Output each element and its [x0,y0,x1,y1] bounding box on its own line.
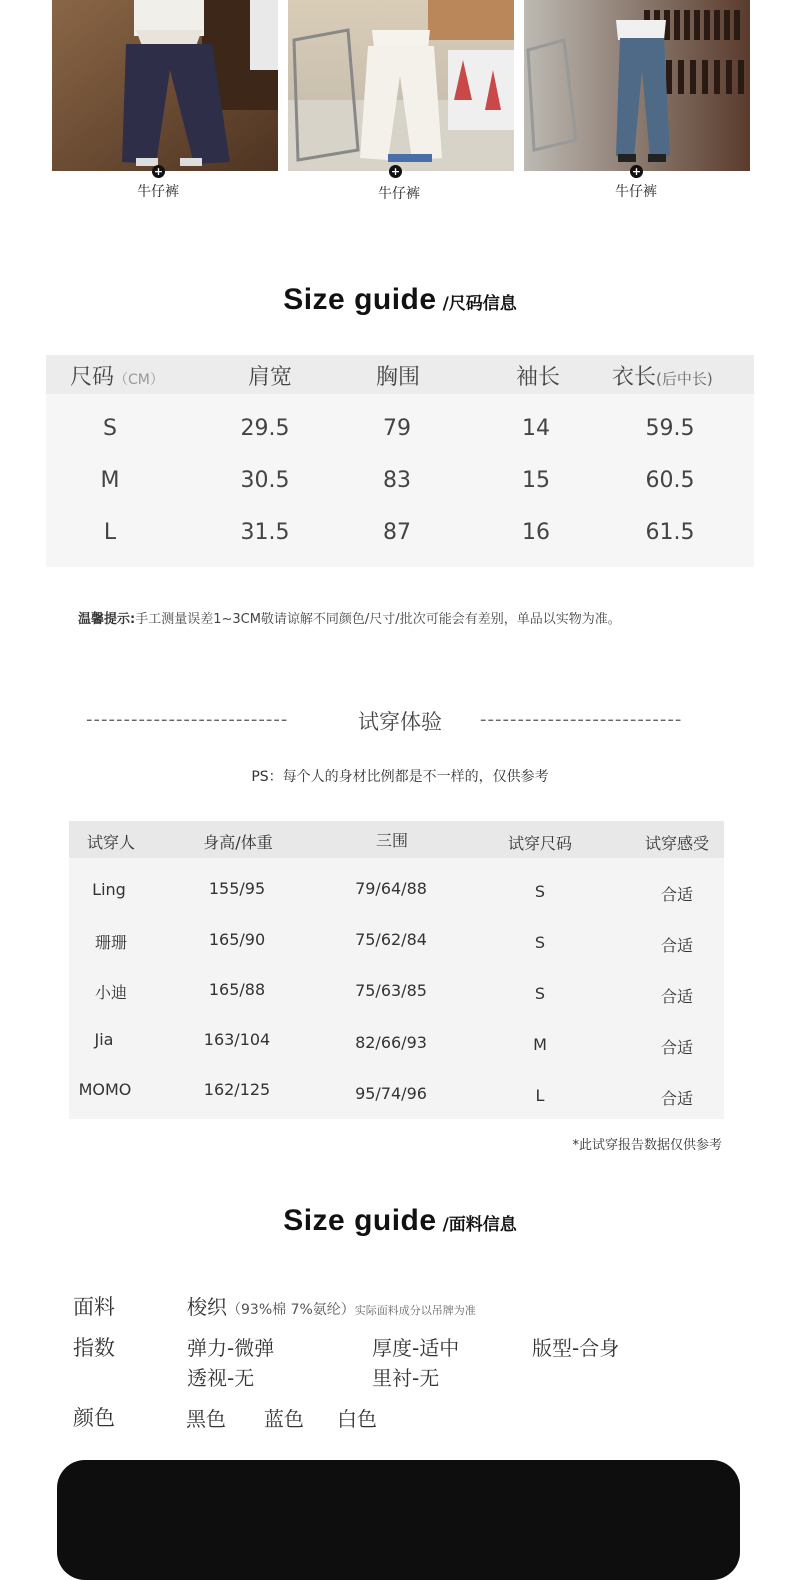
try-cell: Jia [94,1030,114,1049]
size-cell: 61.5 [645,520,695,545]
color-option: 蓝色 [264,1407,304,1431]
try-cell: 珊珊 [94,933,127,952]
size-cell: 59.5 [645,416,695,441]
try-cell: S [534,984,546,1003]
try-cell: L [535,1086,545,1105]
product-photo-3[interactable] [524,0,750,178]
try-cell: 合适 [660,1038,693,1057]
try-cell: S [534,933,546,952]
material-name: 梭织 [187,1295,227,1319]
index-stretch: 弹力-微弹 [187,1336,275,1360]
index-lining: 里衬-无 [372,1366,440,1390]
size-note-text: 手工测量误差1~3CM敬请谅解不同颜色/尺寸/批次可能会有差别，单品以实物为准。 [135,612,621,627]
size-header-chest: 胸围 [375,365,420,390]
size-cell: 31.5 [240,520,290,545]
try-cell: 75/63/85 [355,981,427,1000]
divider-left: --------------------------- [86,709,289,730]
index-fit: 版型-合身 [532,1336,620,1360]
length-header-label: 衣长 [612,365,657,390]
color-label: 颜色 [73,1406,115,1430]
fabric-guide-title-sub: /面料信息 [442,1215,517,1235]
try-cell: S [534,882,546,901]
material-label: 面料 [73,1295,115,1319]
photo-2-image [288,0,514,171]
size-header-sleeve: 袖长 [515,365,560,390]
material-detail: （93%棉 7%氨纶） [227,1302,355,1318]
material-value [187,1291,476,1320]
size-cell: L [103,520,117,545]
product-detail-image [57,1460,740,1580]
size-header-shoulder: 肩宽 [247,365,292,390]
size-cell: 60.5 [645,468,695,493]
index-sheer: 透视-无 [187,1366,255,1390]
photo-3-image [524,0,750,171]
size-cell: 79 [383,416,411,441]
fabric-guide-title-main: Size guide [283,1204,437,1237]
try-cell: 155/95 [208,879,266,898]
size-cell: M [100,468,120,493]
size-cell: 14 [522,416,550,441]
try-cell: 合适 [660,936,693,955]
product-photo-1[interactable] [52,0,278,178]
size-cell: 87 [383,520,411,545]
photo-3-caption: 牛仔裤 [615,184,657,200]
size-note [78,608,621,627]
size-cell: 15 [522,468,550,493]
divider-right: --------------------------- [480,709,683,730]
try-cell: 82/66/93 [355,1033,427,1052]
try-cell: 163/104 [203,1030,271,1049]
try-cell: 小迪 [94,983,127,1002]
try-cell: M [533,1035,547,1054]
try-cell: 165/88 [208,980,266,999]
size-cell: 30.5 [240,468,290,493]
length-header-unit: (后中长) [656,370,713,388]
size-guide-title-sub: /尺码信息 [442,294,517,314]
try-on-footnote: *此试穿报告数据仅供参考 [572,1138,722,1153]
size-header-size [70,360,190,391]
try-on-ps: PS：每个人的身材比例都是不一样的，仅供参考 [251,769,549,785]
photo-2-caption: 牛仔裤 [378,186,420,202]
try-on-table [69,821,724,1119]
index-thickness: 厚度-适中 [372,1336,460,1360]
try-cell: 79/64/88 [355,879,427,898]
size-guide-title-main: Size guide [283,283,437,316]
try-header: 试穿感受 [644,834,709,853]
size-cell: 29.5 [240,416,290,441]
try-cell: 合适 [660,1089,693,1108]
size-header-length [612,360,752,391]
photo-1-caption: 牛仔裤 [137,184,179,200]
try-cell: 95/74/96 [355,1084,427,1103]
index-label: 指数 [73,1336,115,1360]
photo-1-image [52,0,278,171]
try-cell: 162/125 [203,1080,271,1099]
color-option: 白色 [337,1407,377,1431]
size-cell: S [103,416,117,441]
try-header: 试穿尺码 [507,834,572,853]
try-header: 身高/体重 [203,833,273,852]
try-cell: 合适 [660,885,693,904]
try-cell: Ling [92,880,126,899]
plus-icon[interactable]: + [631,165,642,178]
size-guide-title [0,283,800,317]
try-on-title: 试穿体验 [358,710,442,734]
try-header: 三围 [375,831,408,850]
product-photo-2[interactable] [288,0,514,178]
plus-icon[interactable]: + [153,165,164,178]
try-cell: 75/62/84 [355,930,427,949]
plus-icon[interactable]: + [390,165,401,178]
size-table [46,355,754,567]
size-cell: 16 [522,520,550,545]
size-header-label: 尺码 [70,365,115,390]
color-option: 黑色 [186,1407,226,1431]
try-cell: 合适 [660,987,693,1006]
fabric-guide-title [0,1204,800,1238]
size-header-unit: （CM） [114,372,164,388]
try-header: 试穿人 [86,833,135,852]
size-note-label: 温馨提示: [78,612,136,627]
material-note: 实际面料成分以吊牌为准 [354,1304,476,1317]
try-cell: MOMO [78,1080,132,1099]
try-cell: 165/90 [208,930,266,949]
size-cell: 83 [383,468,411,493]
